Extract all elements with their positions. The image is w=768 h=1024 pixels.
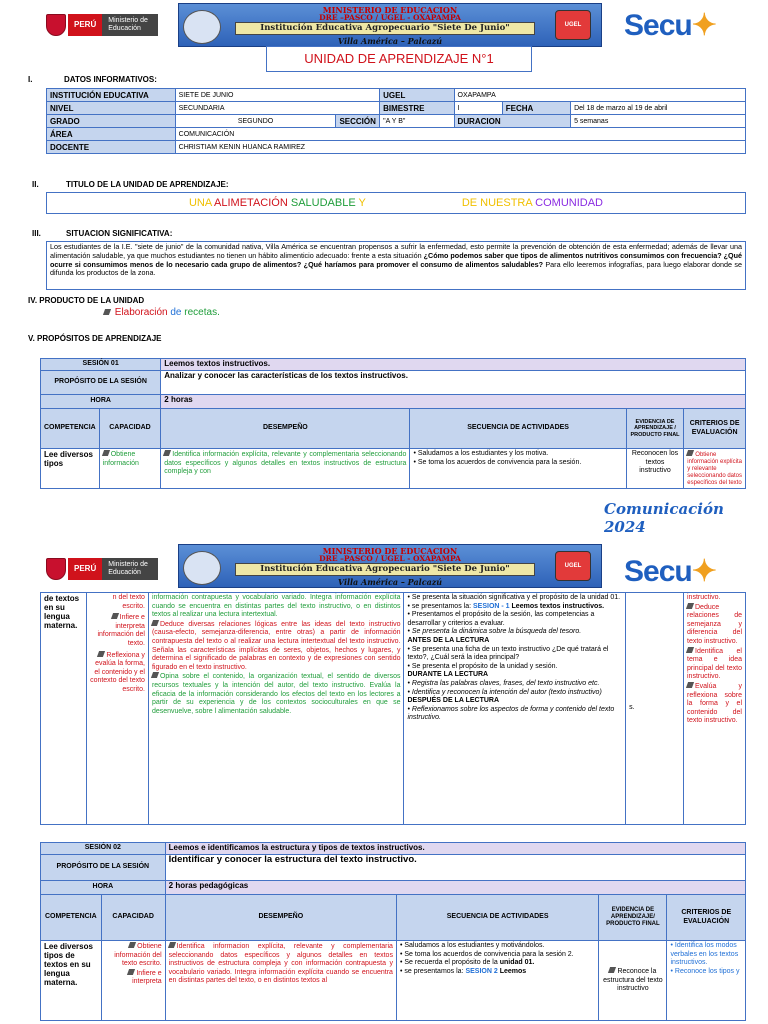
section-1-number: I. xyxy=(28,75,33,84)
fecha-label: FECHA xyxy=(502,102,570,115)
section-2-number: II. xyxy=(32,180,39,189)
session-1-proposito: Analizar y conocer las características de los textos instructivos. xyxy=(161,371,746,395)
situacion-questions: ¿Cómo podemos saber que tipos de alimentos nutritivos consumimos con frecuencia? ¿Qué ocurre si consumimos menos de lo necesario cada grupo de alimentos? ¿Qué haríamos para promover el consumo de alimentos saludables? xyxy=(50,250,742,269)
p2-secuencia xyxy=(404,593,626,825)
session-2-table xyxy=(40,842,746,1021)
criterio-c: Identifica el tema e idea principal del texto instructivo. xyxy=(687,647,742,681)
session-2-proposito-label: PROPÓSITO DE LA SESIÓN xyxy=(41,855,166,881)
area-value: COMUNICACIÓN xyxy=(175,128,745,141)
ugel-value: OXAPAMPA xyxy=(454,89,746,102)
banner-ministry: MINISTERIO DE EDUCACION xyxy=(322,5,458,15)
col-criterios: CRITERIOS DE EVALUACIÓN xyxy=(667,895,746,941)
desempeno-a: información contrapuesta y vocabulario variado. Integra información explícita cuando se encuentra en distintas partes del texto instructivo, o en distintos textos al realizar una lectura intertextual. xyxy=(151,594,401,619)
section-1-title: DATOS INFORMATIVOS: xyxy=(64,75,157,84)
criterio-a: instructivo. xyxy=(687,594,721,601)
session-2-evidencia: Reconoce la estructura del texto instructivo xyxy=(599,941,667,1021)
title-word-2: ALIMETACIÓN xyxy=(214,197,288,209)
secuencia-item: • Saludamos a los estudiantes y motivándolos. xyxy=(400,942,595,951)
section-2-title: TITULO DE LA UNIDAD DE APRENDIZAJE: xyxy=(66,180,229,189)
col-secuencia: SECUENCIA DE ACTIVIDADES xyxy=(396,895,598,941)
banner-location: Villa América – Palcazú xyxy=(337,36,443,46)
peru-label: PERÚ xyxy=(68,14,102,36)
session-1-name: Leemos textos instructivos. xyxy=(161,359,746,371)
minedu-logo xyxy=(46,14,158,36)
situacion-text-a: Los estudiantes de la I.E. "siete de junio" de la comunidad nativa, Villa América se encuentran propensos a sufrir la enfermedad, esto permite la prevención de obtención de esta enfermedad; además de llevar una alimentación saludable, ya que muchos estudiantes no tienen un hábito alimenticio adecuado: frente a esta situación xyxy=(50,242,742,260)
col-competencia: COMPETENCIA xyxy=(41,409,100,449)
pencil-icon xyxy=(163,450,171,456)
fecha-value: Del 18 de marzo al 19 de abril xyxy=(571,102,746,115)
nivel-value: SECUNDARIA xyxy=(175,102,379,115)
section-3-title: SITUACION SIGNIFICATIVA: xyxy=(66,229,173,238)
banner-dre: DRE –PASCO / UGEL - OXAPAMPA xyxy=(319,13,461,22)
banner-location: Villa América – Palcazú xyxy=(337,577,443,587)
p2-desempeno xyxy=(148,593,404,825)
secuencia-item: • Se presenta la dinámica sobre la búsqueda del tesoro. xyxy=(407,628,622,637)
minedu-logo xyxy=(46,558,158,580)
situacion-significativa-box xyxy=(46,241,746,290)
pencil-icon xyxy=(102,450,110,456)
secuencia-item: • Se presenta el propósito de la unidad y sesión. xyxy=(407,663,622,672)
peru-shield-icon xyxy=(46,558,66,580)
p2-criterios xyxy=(684,593,746,825)
session-2-competencia: Lee diversos tipos de textos en su lengua materna. xyxy=(41,941,102,1021)
session-1-hora: 2 horas xyxy=(161,395,746,409)
col-desempeno: DESEMPEÑO xyxy=(165,895,396,941)
duracion-label: DURACION xyxy=(454,115,571,128)
secu-logo: Secu✦ xyxy=(624,555,716,588)
session-1-label: SESIÓN 01 xyxy=(41,359,161,371)
nivel-label: NIVEL xyxy=(47,102,176,115)
criterio-b: Deduce relaciones de semejanza y diferencia del texto instructivo. xyxy=(687,603,742,645)
col-capacidad: CAPACIDAD xyxy=(101,895,165,941)
session-1-capacidad: Obtiene información xyxy=(99,449,161,489)
area-label: ÁREA xyxy=(47,128,176,141)
secuencia-item: • se presentamos la: SESION 2 Leemos xyxy=(400,968,595,977)
pencil-icon xyxy=(151,672,159,678)
secuencia-item: • Se toma los acuerdos de convivencia para la sesión 2. xyxy=(400,951,595,960)
pencil-icon xyxy=(127,969,135,975)
col-desempeno: DESEMPEÑO xyxy=(161,409,410,449)
session-2-secuencia xyxy=(396,941,598,1021)
ugel-badge: UGEL xyxy=(555,10,591,40)
section-3-number: III. xyxy=(32,229,41,238)
pencil-icon xyxy=(686,603,694,609)
col-secuencia: SECUENCIA DE ACTIVIDADES xyxy=(410,409,626,449)
desempeno-b: Deduce diversas relaciones lógicas entre las ideas del texto instructivo (causa-efecto, semejanza-diferencia, entre otras) a partir de información contrapuesta del texto o al realizar una lectura intertextual del texto instructivo. Señala las características implícitas de seres, objetos, hechos y lugares, y determina el significado de palabras en contexto y de expresiones con sentido figurado en el texto instructivo. xyxy=(151,620,401,671)
institucion-label: INSTITUCIÓN EDUCATIVA xyxy=(47,89,176,102)
col-evidencia: EVIDENCIA DE APRENDIZAJE / PRODUCTO FINAL xyxy=(626,409,684,449)
secuencia-item: • Identifica y reconocen la intención del autor (texto instructivo) xyxy=(407,689,622,698)
capacidad-a: n del texto escrito. xyxy=(112,594,145,610)
secuencia-item: • se presentamos la: SESION - 1 Leemos textos instructivos. xyxy=(407,603,622,612)
docente-value: CHRISTIAM KENIN HUANCA RAMIREZ xyxy=(175,141,745,154)
duracion-value: 5 semanas xyxy=(571,115,746,128)
secuencia-item: • Se presenta una ficha de un texto instructivo ¿De qué tratará el texto?, ¿Cuál será la idea principal? xyxy=(407,646,622,663)
pencil-icon xyxy=(151,620,159,626)
session-2-proposito: Identificar y conocer la estructura del texto instructivo. xyxy=(165,855,745,881)
title-word-6: COMUNIDAD xyxy=(535,197,604,209)
banner-school-name: Institución Educativa Agropecuario "Siete De Junio" xyxy=(235,22,535,35)
criterio-item: • Identifica los modos verbales en los textos instructivos. xyxy=(670,942,742,968)
session-2-hora: 2 horas pedagógicas xyxy=(165,881,745,895)
capacidad-a: Obtiene información del texto escrito. xyxy=(114,943,162,968)
banner-ministry: MINISTERIO DE EDUCACION xyxy=(322,546,458,556)
grado-value: SEGUNDO xyxy=(175,115,336,128)
session-2-name: Leemos e identificamos la estructura y tipos de textos instructivos. xyxy=(165,843,745,855)
ministerio-label: Ministerio de Educación xyxy=(102,558,158,580)
secuencia-item: • Saludamos a los estudiantes y los motiva. xyxy=(413,450,622,459)
session-1-evidencia: Reconocen los textos instructivo xyxy=(626,449,684,489)
criterio-item: • Reconoce los tipos y xyxy=(670,968,742,977)
capacidad-b: Infiere e interpreta información del texto. xyxy=(97,614,145,647)
bimestre-label: BIMESTRE xyxy=(380,102,454,115)
secuencia-item: • Reflexionamos sobre los aspectos de forma y contenido del texto instructivo. xyxy=(407,706,622,723)
pencil-icon xyxy=(608,967,616,973)
secuencia-item: • Se presenta la situación significativa y el propósito de la unidad 01. xyxy=(407,594,622,603)
secuencia-item: • Se toma los acuerdos de convivencia para la sesión. xyxy=(413,459,622,468)
session-2-hora-label: HORA xyxy=(41,881,166,895)
docente-label: DOCENTE xyxy=(47,141,176,154)
title-word-4: Y xyxy=(358,197,366,209)
pencil-icon xyxy=(168,942,176,948)
p2-evidencia: s. xyxy=(626,593,684,825)
session-2-capacidad xyxy=(101,941,165,1021)
situacion-text-c: Para ello leeremos infografías, para luego elaborar donde se difunda los productos de la zona. xyxy=(50,259,743,278)
secuencia-item: • Presentamos el propósito de la sesión, las competencias a desarrollar y criterios a evaluar. xyxy=(407,611,622,628)
section-5-title: V. PROPÓSITOS DE APRENDIZAJE xyxy=(28,334,162,343)
producto-word-1: Elaboración xyxy=(114,307,168,318)
datos-informativos-table xyxy=(46,88,746,154)
grado-label: GRADO xyxy=(47,115,176,128)
ministerio-label: Ministerio de Educación xyxy=(102,14,158,36)
pencil-icon xyxy=(111,613,119,619)
session-1-hora-label: HORA xyxy=(41,395,161,409)
pencil-icon xyxy=(128,942,136,948)
session-2-label: SESIÓN 02 xyxy=(41,843,166,855)
durante-lectura: DURANTE LA LECTURA xyxy=(407,671,489,679)
session-1-criterio: Obtiene información explícita y relevante seleccionando datos específicos del texto xyxy=(684,449,746,489)
session-1-competencia: Lee diversos tipos xyxy=(41,449,100,489)
footer-brand: Comunicación 2024 xyxy=(604,500,724,536)
section-4-title: IV. PRODUCTO DE LA UNIDAD xyxy=(28,296,145,305)
session-1-desempeno: Identifica información explícita, relevante y complementaria seleccionando datos específicos y algunos detalles en textos instructivos de estructura compleja y con xyxy=(161,449,410,489)
col-evidencia: EVIDENCIA DE APRENDIZAJE/ PRODUCTO FINAL xyxy=(599,895,667,941)
despues-lectura: DESPUÉS DE LA LECTURA xyxy=(407,697,500,705)
ugel-badge: UGEL xyxy=(555,551,591,581)
school-banner xyxy=(178,544,602,588)
p2-capacidad xyxy=(86,593,148,825)
producto-word-3: recetas. xyxy=(184,307,220,318)
banner-school-name: Institución Educativa Agropecuario "Siete De Junio" xyxy=(235,563,535,576)
peru-label: PERÚ xyxy=(68,558,102,580)
pencil-icon xyxy=(686,647,694,653)
title-word-1: UNA xyxy=(188,197,212,209)
col-competencia: COMPETENCIA xyxy=(41,895,102,941)
antes-lectura: ANTES DE LA LECTURA xyxy=(407,636,490,644)
session-2-criterios xyxy=(667,941,746,1021)
secu-logo: Secu✦ xyxy=(624,9,716,42)
unit-title-box xyxy=(46,192,746,214)
title-word-5: DE NUESTRA xyxy=(461,197,533,209)
col-criterios: CRITERIOS DE EVALUACIÓN xyxy=(684,409,746,449)
p2-competencia: de textos en su lengua materna. xyxy=(41,593,87,825)
title-word-3: SALUDABLE xyxy=(290,197,356,209)
pencil-icon xyxy=(686,450,694,456)
secuencia-item: • Registra las palabras claves, frases, del texto instructivo etc. xyxy=(407,680,622,689)
col-capacidad: CAPACIDAD xyxy=(99,409,161,449)
pencil-icon xyxy=(103,309,111,315)
seccion-value: "A Y B" xyxy=(380,115,454,128)
session-1-table xyxy=(40,358,746,489)
secuencia-item: • Se recuerda el propósito de la unidad 01. xyxy=(400,959,595,968)
session-1-proposito-label: PROPÓSITO DE LA SESIÓN xyxy=(41,371,161,395)
desempeno-c: Opina sobre el contenido, la organización textual, el sentido de diversos recursos textuales y la intención del autor, del texto instructivo. Evalúa la eficacia de la información considerando los efectos del texto en los lectores a partir de su experiencia y de los contextos socioculturales en que se desenvuelve, sobre l alimentación saludable. xyxy=(151,673,401,715)
unit-title: UNIDAD DE APRENDIZAJE N°1 xyxy=(266,46,532,72)
producto-word-2: de xyxy=(170,307,182,318)
ugel-label: UGEL xyxy=(380,89,454,102)
capacidad-b: Infiere e interpreta xyxy=(132,969,162,986)
banner-dre: DRE –PASCO / UGEL - OXAPAMPA xyxy=(319,554,461,563)
session-1-continuation-table xyxy=(40,592,746,825)
pencil-icon xyxy=(97,651,105,657)
institucion-value: SIETE DE JUNIO xyxy=(175,89,379,102)
pencil-icon xyxy=(686,682,694,688)
criterio-d: Evalúa y reflexiona sobre la forma y el contenido del texto instructivo. xyxy=(687,682,742,725)
session-2-desempeno: Identifica informacion explícita, relevante y complementaria seleccionando datos específicos y algunos detalles en textos instructivos de estructura compleja y con información contrapuesta y vocabulario variado. Integra información explícita cuando se encuentra en distintas partes del texto, o en distintos textos al xyxy=(165,941,396,1021)
session-1-secuencia xyxy=(410,449,626,489)
peru-shield-icon xyxy=(46,14,66,36)
capacidad-c: Reflexiona y evalúa la forma, el contenido y el contexto del texto escrito. xyxy=(90,651,145,693)
producto-unidad xyxy=(104,307,220,318)
seccion-label: SECCIÓN xyxy=(336,115,380,128)
school-banner xyxy=(178,3,602,47)
bimestre-value: I xyxy=(454,102,502,115)
